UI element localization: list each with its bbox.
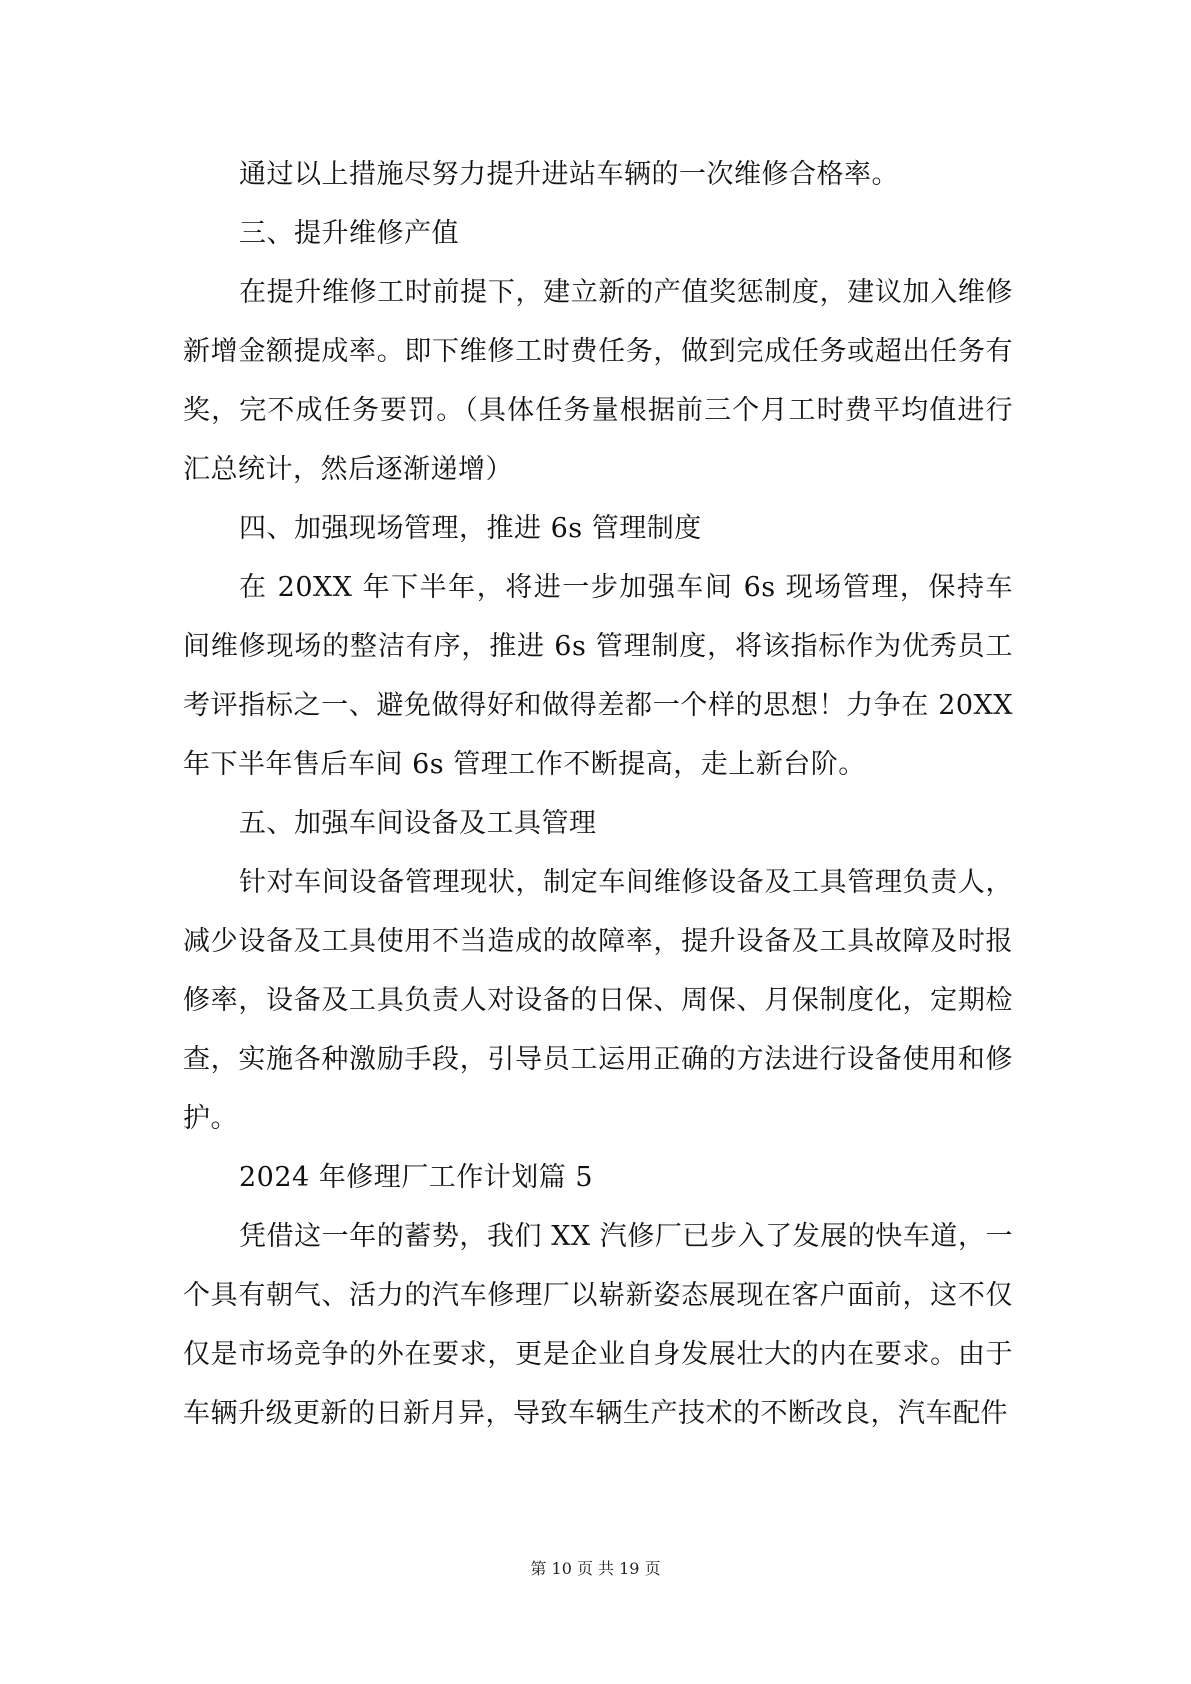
article-title: 2024 年修理厂工作计划篇 5 <box>239 1162 594 1193</box>
section-heading-4: 四、加强现场管理，推进 6s 管理制度 <box>239 513 702 544</box>
paragraph-section-5: 针对车间设备管理现状，制定车间维修设备及工具管理负责人，减少设备及工具使用不当造成的故障率，提升设备及工具故障及时报修率，设备及工具负责人对设备的日保、周保、月保制度化，定期检查，实施各种激励手段，引导员工运用正确的方法进行设备使用和修护。 <box>183 867 1013 1134</box>
document-body <box>183 145 1013 1443</box>
section-heading-3: 三、提升维修产值 <box>239 218 459 249</box>
paragraph-section-4: 在 20XX 年下半年，将进一步加强车间 6s 现场管理，保持车间维修现场的整洁有序，推进 6s 管理制度，将该指标作为优秀员工考评指标之一、避免做得好和做得差都一个样的思想！力争在 20XX 年下半年售后车间 6s 管理工作不断提高，走上新台阶。 <box>183 572 1013 780</box>
paragraph-intro-summary: 通过以上措施尽努力提升进站车辆的一次维修合格率。 <box>239 159 899 190</box>
page-number-footer: 第 10 页 共 19 页 <box>530 1559 661 1578</box>
section-heading-5: 五、加强车间设备及工具管理 <box>239 808 597 839</box>
paragraph-section-3: 在提升维修工时前提下，建立新的产值奖惩制度，建议加入维修新增金额提成率。即下维修工时费任务，做到完成任务或超出任务有奖，完不成任务要罚。（具体任务量根据前三个月工时费平均值进行汇总统计，然后逐渐递增） <box>183 277 1013 485</box>
paragraph-article-intro: 凭借这一年的蓄势，我们 XX 汽修厂已步入了发展的快车道，一个具有朝气、活力的汽车修理厂以崭新姿态展现在客户面前，这不仅仅是市场竞争的外在要求，更是企业自身发展壮大的内在要求。由于车辆升级更新的日新月异，导致车辆生产技术的不断改良，汽车配件 <box>183 1221 1013 1429</box>
